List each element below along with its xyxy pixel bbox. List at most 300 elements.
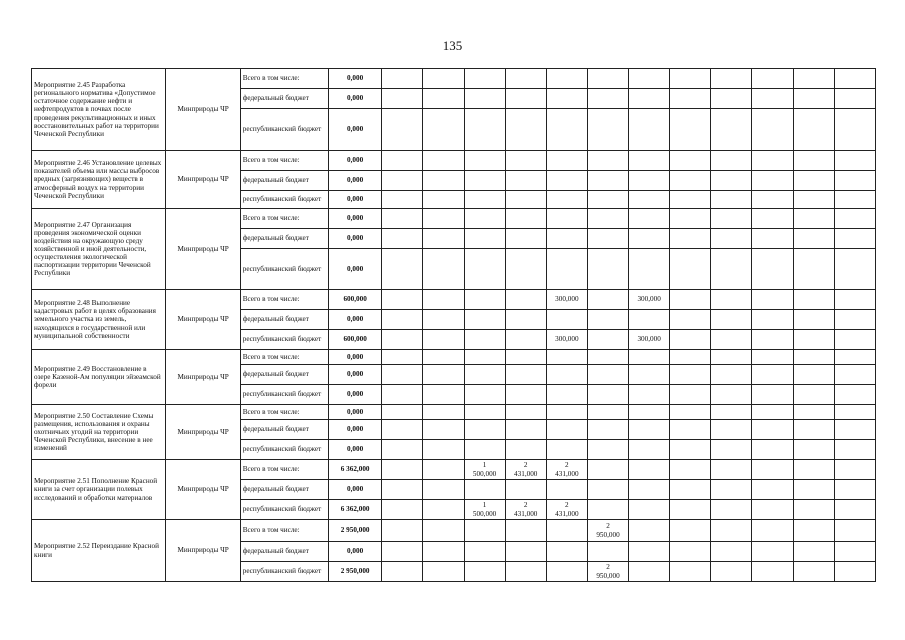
funding-total: 0,000 [329, 171, 382, 191]
year-cell [711, 350, 752, 365]
year-cell [546, 69, 587, 89]
year-cell [505, 420, 546, 440]
year-cell [423, 562, 464, 582]
year-cell [629, 480, 670, 500]
year-cell [834, 420, 875, 440]
year-cell [793, 290, 834, 310]
funding-total: 0,000 [329, 385, 382, 405]
year-cell [423, 365, 464, 385]
year-cell [711, 520, 752, 542]
year-cell [505, 151, 546, 171]
year-cell [423, 310, 464, 330]
year-cell [793, 542, 834, 562]
year-cell [711, 562, 752, 582]
year-cell [587, 89, 628, 109]
funding-total: 0,000 [329, 229, 382, 249]
funding-total: 0,000 [329, 440, 382, 460]
year-cell [505, 562, 546, 582]
year-cell [670, 171, 711, 191]
year-cell [711, 209, 752, 229]
year-cell [382, 229, 423, 249]
funding-total: 6 362,000 [329, 500, 382, 520]
year-cell [711, 440, 752, 460]
value-rest: 950,000 [596, 571, 620, 580]
year-cell [711, 542, 752, 562]
year-cell [423, 151, 464, 171]
year-cell [464, 151, 505, 171]
year-cell [670, 460, 711, 480]
year-cell [834, 209, 875, 229]
year-cell [464, 480, 505, 500]
year-cell [670, 209, 711, 229]
year-cell [752, 460, 793, 480]
year-cell [629, 420, 670, 440]
year-cell [629, 350, 670, 365]
funding-total: 0,000 [329, 405, 382, 420]
year-cell [382, 562, 423, 582]
year-cell [834, 229, 875, 249]
year-cell [793, 89, 834, 109]
year-cell [505, 542, 546, 562]
value-thousands: 2 [565, 501, 569, 510]
year-cell [505, 350, 546, 365]
year-cell [546, 385, 587, 405]
year-cell [546, 89, 587, 109]
year-cell [711, 69, 752, 89]
event-title: Мероприятие 2.52 Переиздание Красной книги [32, 520, 166, 582]
year-cell [382, 171, 423, 191]
year-cell [505, 365, 546, 385]
value-thousands: 2 [523, 501, 528, 510]
funding-total: 0,000 [329, 480, 382, 500]
event-title: Мероприятие 2.47 Организация проведения экономической оценки воздействия на окружающую среду хозяйственной и иной деятельности, осуществления экологической паспортизации территории Чеченской Республики [32, 209, 166, 290]
year-cell [711, 385, 752, 405]
year-cell [793, 151, 834, 171]
year-cell [382, 542, 423, 562]
year-cell [505, 69, 546, 89]
year-cell [629, 89, 670, 109]
year-cell [423, 350, 464, 365]
year-cell [711, 365, 752, 385]
year-cell [834, 191, 875, 209]
value-thousands: 2 [523, 461, 528, 470]
year-cell [834, 350, 875, 365]
year-cell [505, 500, 546, 520]
year-cell [587, 562, 628, 582]
value-thousands: 2 [565, 461, 569, 470]
year-cell [505, 520, 546, 542]
event-title: Мероприятие 2.48 Выполнение кадастровых работ в целях образования земельного участка из земель, находящихся в государственной или муниципальной собственности [32, 290, 166, 350]
funding-total: 0,000 [329, 542, 382, 562]
event-executor: Минприроды ЧР [166, 151, 240, 209]
year-cell [793, 480, 834, 500]
funding-total: 2 950,000 [329, 562, 382, 582]
year-cell [793, 171, 834, 191]
value-rest: 950,000 [596, 530, 620, 539]
year-cell [711, 109, 752, 151]
year-cell [423, 480, 464, 500]
year-cell [711, 330, 752, 350]
year-cell [464, 385, 505, 405]
year-cell [629, 500, 670, 520]
year-cell [752, 290, 793, 310]
year-cell [546, 480, 587, 500]
event-executor: Минприроды ЧР [166, 290, 240, 350]
year-cell [587, 330, 628, 350]
year-cell [670, 542, 711, 562]
year-cell [464, 562, 505, 582]
year-cell [711, 290, 752, 310]
year-cell [546, 420, 587, 440]
year-cell [587, 420, 628, 440]
year-cell [670, 229, 711, 249]
year-cell [629, 191, 670, 209]
year-cell [752, 480, 793, 500]
funding-source: Всего в том числе: [240, 290, 328, 310]
year-cell [464, 310, 505, 330]
year-cell [752, 420, 793, 440]
year-cell [752, 500, 793, 520]
year-cell [670, 365, 711, 385]
year-cell [629, 440, 670, 460]
year-cell [423, 420, 464, 440]
year-cell [752, 385, 793, 405]
year-cell [834, 151, 875, 171]
year-cell [423, 520, 464, 542]
event-title: Мероприятие 2.51 Пополнение Красной книги за счет организации полевых исследований и обработки материалов [32, 460, 166, 520]
funding-total: 0,000 [329, 69, 382, 89]
year-cell [752, 209, 793, 229]
year-cell [546, 109, 587, 151]
funding-total: 0,000 [329, 191, 382, 209]
year-cell [423, 109, 464, 151]
year-cell [711, 500, 752, 520]
year-cell [505, 385, 546, 405]
year-cell [464, 460, 505, 480]
year-cell [464, 290, 505, 310]
year-cell [834, 480, 875, 500]
funding-source: федеральный бюджет [240, 365, 328, 385]
year-cell [505, 290, 546, 310]
funding-source: федеральный бюджет [240, 229, 328, 249]
year-cell [464, 440, 505, 460]
value-rest: 431,000 [555, 509, 579, 518]
year-cell [670, 151, 711, 171]
year-cell [670, 310, 711, 330]
year-cell [752, 191, 793, 209]
year-cell [793, 191, 834, 209]
year-cell [382, 350, 423, 365]
event-title: Мероприятие 2.45 Разработка регионального норматива «Допустимое остаточное содержание нефти и нефтепродуктов в почвах после проведения рекультивационных и иных восстановительных работ на территории Чеченской Республики [32, 69, 166, 151]
year-cell [670, 405, 711, 420]
year-cell [670, 480, 711, 500]
table-row [32, 69, 876, 89]
funding-total: 0,000 [329, 209, 382, 229]
year-cell [382, 520, 423, 542]
year-cell [546, 520, 587, 542]
funding-source: республиканский бюджет [240, 191, 328, 209]
year-cell [752, 562, 793, 582]
year-cell [629, 249, 670, 290]
funding-total: 600,000 [329, 330, 382, 350]
value-thousands: 2 [606, 522, 610, 531]
year-cell [834, 109, 875, 151]
funding-total: 0,000 [329, 151, 382, 171]
year-cell [382, 290, 423, 310]
year-cell [587, 480, 628, 500]
funding-total: 2 950,000 [329, 520, 382, 542]
year-cell [546, 562, 587, 582]
year-cell [546, 542, 587, 562]
year-cell [464, 420, 505, 440]
year-cell [505, 171, 546, 191]
year-cell [587, 290, 628, 310]
funding-total: 0,000 [329, 365, 382, 385]
year-cell [382, 365, 423, 385]
year-cell [793, 330, 834, 350]
year-cell [752, 520, 793, 542]
year-cell [629, 310, 670, 330]
year-cell [546, 460, 587, 480]
event-title: Мероприятие 2.49 Восстановление в озере Казеной-Ам популяции эйзеамской форели [32, 350, 166, 405]
year-cell [546, 405, 587, 420]
year-cell [670, 420, 711, 440]
year-cell [546, 440, 587, 460]
year-cell [423, 440, 464, 460]
year-cell [670, 440, 711, 460]
year-cell [464, 249, 505, 290]
value-thousands: 2 [606, 563, 610, 572]
year-cell [670, 520, 711, 542]
funding-source: федеральный бюджет [240, 171, 328, 191]
year-cell [505, 460, 546, 480]
year-cell [382, 405, 423, 420]
year-cell [670, 290, 711, 310]
year-cell [752, 151, 793, 171]
year-cell [423, 405, 464, 420]
year-cell [505, 249, 546, 290]
year-cell [711, 89, 752, 109]
year-cell [423, 171, 464, 191]
year-cell [587, 500, 628, 520]
year-cell [629, 229, 670, 249]
year-cell [834, 330, 875, 350]
year-cell [505, 229, 546, 249]
funding-source: федеральный бюджет [240, 420, 328, 440]
year-cell [793, 405, 834, 420]
year-cell [834, 562, 875, 582]
year-cell: 300,000 [546, 330, 587, 350]
table-row [32, 151, 876, 171]
table-row [32, 520, 876, 542]
year-cell [587, 249, 628, 290]
year-cell [464, 520, 505, 542]
year-cell [834, 460, 875, 480]
year-cell [711, 310, 752, 330]
funding-source: республиканский бюджет [240, 249, 328, 290]
year-cell [793, 109, 834, 151]
year-cell [464, 109, 505, 151]
year-cell [423, 89, 464, 109]
year-cell [793, 562, 834, 582]
year-cell [752, 440, 793, 460]
year-cell [423, 69, 464, 89]
event-executor: Минприроды ЧР [166, 69, 240, 151]
year-cell [629, 209, 670, 229]
year-cell [752, 229, 793, 249]
year-cell [834, 385, 875, 405]
value-rest: 500,000 [472, 469, 497, 478]
year-cell [711, 480, 752, 500]
year-cell [752, 405, 793, 420]
year-cell [505, 310, 546, 330]
year-cell [505, 191, 546, 209]
year-cell [793, 249, 834, 290]
year-cell [834, 500, 875, 520]
year-cell [464, 69, 505, 89]
year-cell [587, 350, 628, 365]
year-cell [587, 209, 628, 229]
year-cell [752, 310, 793, 330]
year-cell [793, 69, 834, 89]
year-cell [546, 209, 587, 229]
funding-source: республиканский бюджет [240, 500, 328, 520]
year-cell [793, 500, 834, 520]
year-cell [382, 420, 423, 440]
funding-source: Всего в том числе: [240, 69, 328, 89]
year-cell [834, 520, 875, 542]
year-cell [464, 171, 505, 191]
funding-source: республиканский бюджет [240, 109, 328, 151]
year-cell [587, 542, 628, 562]
year-cell [423, 229, 464, 249]
year-cell [587, 385, 628, 405]
year-cell [505, 89, 546, 109]
year-cell [546, 191, 587, 209]
year-cell [464, 209, 505, 229]
year-cell [834, 310, 875, 330]
year-cell: 300,000 [629, 330, 670, 350]
year-cell [546, 171, 587, 191]
year-cell: 300,000 [629, 290, 670, 310]
year-cell [382, 310, 423, 330]
year-cell [629, 405, 670, 420]
year-cell [752, 69, 793, 89]
year-cell [711, 249, 752, 290]
year-cell [834, 440, 875, 460]
year-cell [834, 69, 875, 89]
year-cell [423, 385, 464, 405]
year-cell [464, 405, 505, 420]
year-cell [793, 440, 834, 460]
year-cell [670, 385, 711, 405]
year-cell [670, 89, 711, 109]
year-cell [629, 542, 670, 562]
funding-source: федеральный бюджет [240, 89, 328, 109]
year-cell [382, 191, 423, 209]
year-cell [587, 520, 628, 542]
value-rest: 500,000 [472, 509, 497, 518]
year-cell [382, 89, 423, 109]
table-row [32, 405, 876, 420]
year-cell [546, 350, 587, 365]
year-cell [711, 420, 752, 440]
event-executor: Минприроды ЧР [166, 405, 240, 460]
funding-source: Всего в том числе: [240, 209, 328, 229]
year-cell [670, 330, 711, 350]
funding-source: республиканский бюджет [240, 330, 328, 350]
year-cell [505, 209, 546, 229]
year-cell [505, 480, 546, 500]
table-row [32, 350, 876, 365]
funding-source: Всего в том числе: [240, 460, 328, 480]
year-cell [382, 385, 423, 405]
year-cell [629, 151, 670, 171]
year-cell [587, 229, 628, 249]
year-cell [670, 350, 711, 365]
year-cell [834, 365, 875, 385]
year-cell [423, 209, 464, 229]
year-cell [711, 151, 752, 171]
event-title: Мероприятие 2.46 Установление целевых показателей объема или массы выбросов вредных (загрязняющих) веществ в атмосферный воздух на территории Чеченской Республики [32, 151, 166, 209]
funding-source: Всего в том числе: [240, 405, 328, 420]
event-executor: Минприроды ЧР [166, 209, 240, 290]
year-cell [752, 249, 793, 290]
year-cell [793, 365, 834, 385]
year-cell [752, 171, 793, 191]
year-cell [629, 385, 670, 405]
table-row [32, 460, 876, 480]
year-cell [670, 500, 711, 520]
year-cell [834, 405, 875, 420]
year-cell [587, 440, 628, 460]
year-cell [423, 500, 464, 520]
year-cell [711, 405, 752, 420]
year-cell [546, 229, 587, 249]
year-cell [752, 330, 793, 350]
funding-source: Всего в том числе: [240, 520, 328, 542]
year-cell [629, 562, 670, 582]
year-cell [423, 191, 464, 209]
year-cell [382, 151, 423, 171]
funding-total: 0,000 [329, 350, 382, 365]
year-cell [587, 405, 628, 420]
year-cell [464, 89, 505, 109]
funding-source: Всего в том числе: [240, 151, 328, 171]
year-cell [752, 365, 793, 385]
year-cell [587, 171, 628, 191]
year-cell [382, 480, 423, 500]
year-cell [629, 460, 670, 480]
funding-source: федеральный бюджет [240, 480, 328, 500]
year-cell [464, 365, 505, 385]
funding-source: республиканский бюджет [240, 385, 328, 405]
year-cell [629, 171, 670, 191]
year-cell [670, 249, 711, 290]
year-cell [587, 365, 628, 385]
funding-total: 6 362,000 [329, 460, 382, 480]
funding-source: Всего в том числе: [240, 350, 328, 365]
year-cell [382, 460, 423, 480]
year-cell [670, 69, 711, 89]
year-cell [711, 460, 752, 480]
year-cell [793, 420, 834, 440]
year-cell [382, 69, 423, 89]
year-cell [629, 365, 670, 385]
year-cell [423, 290, 464, 310]
funding-total: 0,000 [329, 109, 382, 151]
year-cell [423, 542, 464, 562]
